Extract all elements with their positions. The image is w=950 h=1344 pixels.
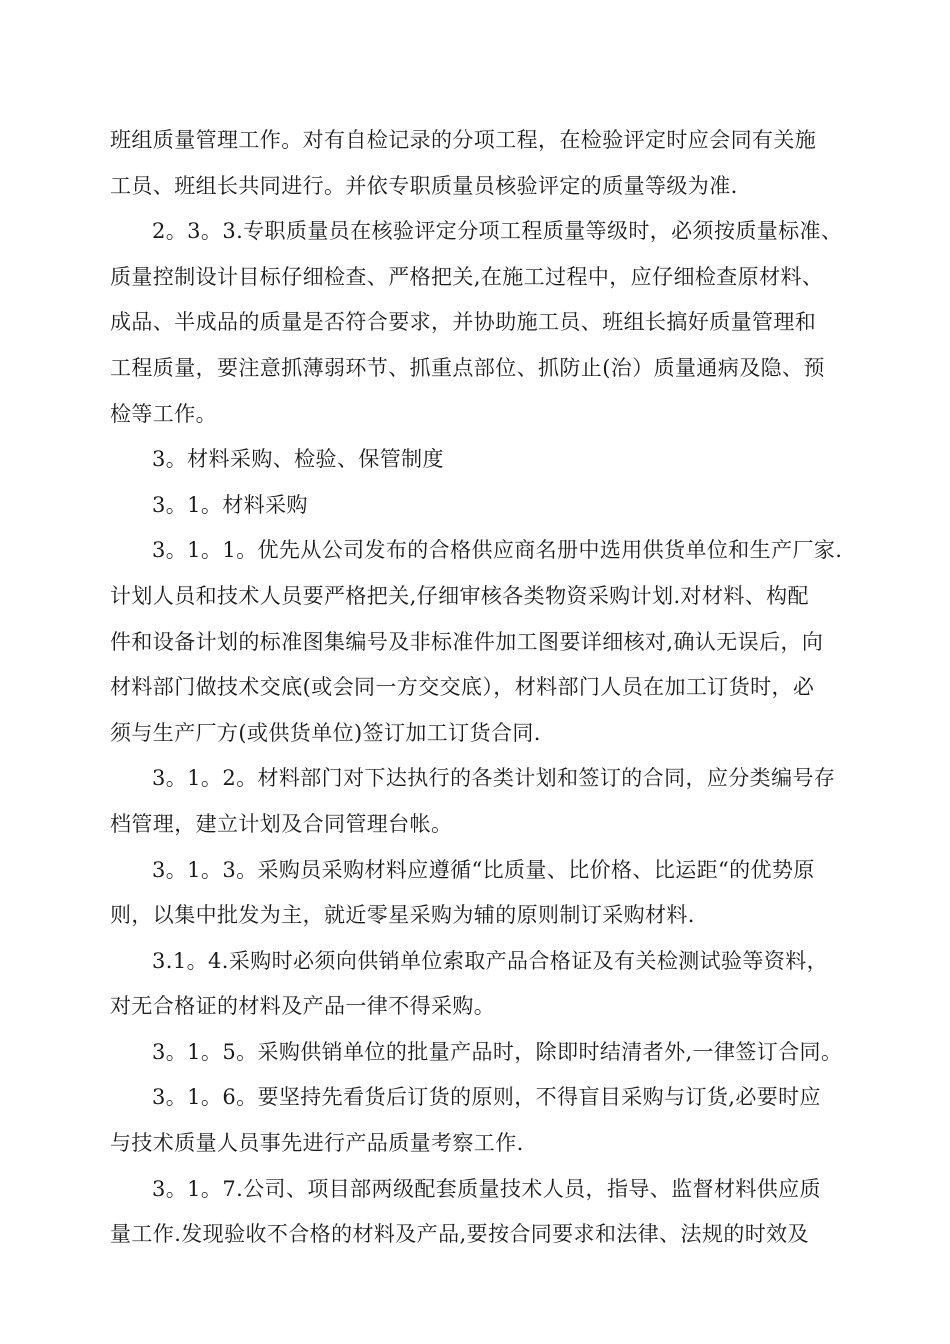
- text-line: 量工作.发现验收不合格的材料及产品,要按合同要求和法律、法规的时效及: [110, 1222, 809, 1247]
- text-line: 件和设备计划的标准图集编号及非标准件加工图要详细核对,确认无误后，向: [110, 629, 824, 654]
- text-line: 材料部门做技术交底(或会同一方交交底），材料部门人员在加工订货时，必: [110, 675, 815, 700]
- text-line: 则，以集中批发为主，就近零星采购为辅的原则制订采购材料.: [110, 903, 695, 928]
- text-line: 3。1。3。采购员采购材料应遵循“比质量、比价格、比运距“的优势原: [152, 857, 815, 882]
- document-page: [110, 118, 870, 1258]
- text-line: 档管理，建立计划及合同管理台帐。: [110, 811, 453, 836]
- text-line: 须与生产厂方(或供货单位)签订加工订货合同.: [110, 720, 541, 745]
- text-line: 工员、班组长共同进行。并依专职质量员核验评定的质量等级为准.: [110, 173, 738, 198]
- text-line: 检等工作。: [110, 401, 217, 426]
- text-line: 3。材料采购、检验、保管制度: [152, 447, 444, 472]
- text-line: 质量控制设计目标仔细检查、严格把关,在施工过程中，应仔细检查原材料、: [110, 264, 824, 289]
- text-line: 工程质量，要注意抓薄弱环节、抓重点部位、抓防止(治）质量通病及隐、预: [110, 355, 825, 380]
- text-line: 与技术质量人员事先进行产品质量考察工作.: [110, 1131, 524, 1156]
- text-line: 3。1。6。要坚持先看货后订货的原则，不得盲目采购与订货,必要时应: [152, 1085, 821, 1110]
- paragraph: [110, 1075, 870, 1166]
- text-line: 3。1。2。材料部门对下达执行的各类计划和签订的合同，应分类编号存: [152, 766, 836, 791]
- paragraph: [110, 756, 870, 847]
- paragraph: [110, 939, 870, 1030]
- paragraph: [110, 848, 870, 939]
- text-line: 2。3。3.专职质量员在核验评定分项工程质量等级时，必须按质量标准、: [152, 219, 843, 244]
- paragraph: [110, 1030, 870, 1076]
- paragraph: [110, 528, 870, 756]
- text-line: 3.1。4.采购时必须向供销单位索取产品合格证及有关检测试验等资料，: [152, 948, 829, 973]
- text-line: 3。1。材料采购: [152, 492, 308, 517]
- text-line: 3。1。5。采购供销单位的批量产品时，除即时结清者外,一律签订合同。: [152, 1039, 843, 1064]
- paragraph: [110, 118, 870, 209]
- text-line: 成品、半成品的质量是否符合要求，并协助施工员、班组长搞好质量管理和: [110, 310, 817, 335]
- text-line: 3。1。7.公司、项目部两级配套质量技术人员，指导、监督材料供应质: [152, 1176, 821, 1201]
- paragraph: [110, 1167, 870, 1258]
- text-line: 计划人员和技术人员要严格把关,仔细审核各类物资采购计划.对材料、构配: [110, 583, 809, 608]
- text-line: 3。1。1。优先从公司发布的合格供应商名册中选用供货单位和生产厂家.: [152, 538, 843, 563]
- paragraph: [110, 437, 870, 483]
- paragraph: [110, 209, 870, 437]
- paragraph: [110, 483, 870, 529]
- text-line: 对无合格证的材料及产品一律不得采购。: [110, 994, 496, 1019]
- text-line: 班组质量管理工作。对有自检记录的分项工程，在检验评定时应会同有关施: [110, 128, 817, 152]
